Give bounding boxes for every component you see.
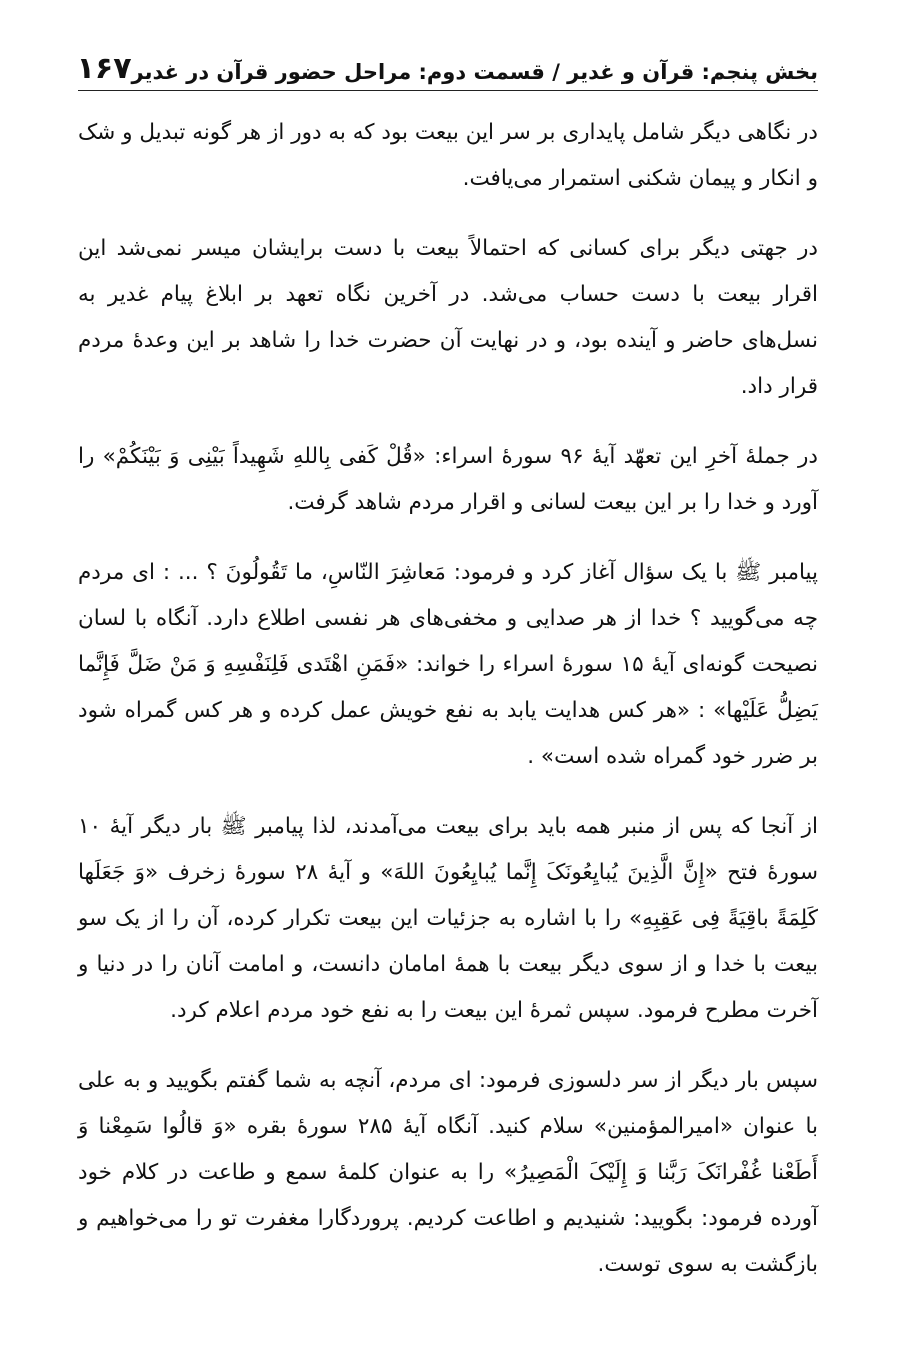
running-head: بخش پنجم: قرآن و غدیر / قسمت دوم: مراحل حضور قرآن در غدیر [131,60,818,84]
page-header [78,38,818,91]
paragraph-1: در نگاهی دیگر شامل پایداری بر سر این بیعت بود که به دور از هر گونه تبدیل و شک و انکار و پیمان شکنی استمرار می‌یافت. [78,120,818,191]
paragraph-5: از آنجا که پس از منبر همه باید برای بیعت می‌آمدند، لذا پیامبر ﷺ بار دیگر آیۀ ۱۰ سورۀ فتح «إِنَّ الَّذِینَ یُبایِعُونَکَ إِنَّما یُبایِعُونَ اللهَ» و آیۀ ۲۸ سورۀ زخرف «وَ جَعَلَها کَلِمَةً باقِیَةً فِی عَقِبِهِ» را با اشاره به جزئیات این بیعت تکرار کرده، آن را از یک سو بیعت با خدا و از سوی دیگر بیعت با همۀ امامان دانست، و امامت آنان را در دنیا و آخرت مطرح فرمود. سپس ثمرۀ این بیعت را به نفع خود مردم اعلام کرد. [78,814,818,1023]
paragraph-2: در جهتی دیگر برای کسانی که احتمالاً بیعت با دست برایشان میسر نمی‌شد این اقرار بیعت با دست حساب می‌شد. در آخرین نگاه تعهد بر ابلاغ پیام غدیر به نسل‌های حاضر و آینده بود، و در نهایت آن حضرت خدا را شاهد بر این وعدۀ مردم قرار داد. [78,236,818,399]
paragraph-4: پیامبر ﷺ با یک سؤال آغاز کرد و فرمود: مَعاشِرَ النّاسِ، ما تَقُولُونَ ؟ ... : ای مردم چه می‌گویید ؟ خدا از هر صدایی و مخفی‌های هر نفسی اطلاع دارد. آنگاه با لسان نصیحت گونه‌ای آیۀ ۱۵ سورۀ اسراء را خواند: «فَمَنِ اهْتَدی فَلِنَفْسِهِ وَ مَنْ ضَلَّ فَإِنَّما یَضِلُّ عَلَیْها» : «هر کس هدایت یابد به نفع خویش عمل کرده و هر کس گمراه شود بر ضرر خود گمراه شده است» . [78,560,818,769]
paragraph-6: سپس بار دیگر از سر دلسوزی فرمود: ای مردم، آنچه به شما گفتم بگویید و به علی با عنوان «امیرالمؤمنین» سلام کنید. آنگاه آیۀ ۲۸۵ سورۀ بقره «وَ قالُوا سَمِعْنا وَ أَطَعْنا غُفْرانَکَ رَبَّنا وَ إِلَیْکَ الْمَصِیرُ» را به عنوان کلمۀ سمع و طاعت در کلام خود آورده فرمود: بگویید: شنیدیم و اطاعت کردیم. پروردگارا مغفرت تو را می‌خواهیم و بازگشت به سوی توست. [78,1068,818,1277]
paragraph-3: در جملۀ آخرِ این تعهّد آیۀ ۹۶ سورۀ اسراء: «قُلْ کَفی بِاللهِ شَهِیداً بَیْنِی وَ بَیْنَکُمْ» را آورد و خدا را بر این بیعت لسانی و اقرار مردم شاهد گرفت. [78,444,818,515]
page-number: ۱۶۷ [76,51,132,86]
book-page [78,0,818,1345]
page-body [78,110,818,1312]
